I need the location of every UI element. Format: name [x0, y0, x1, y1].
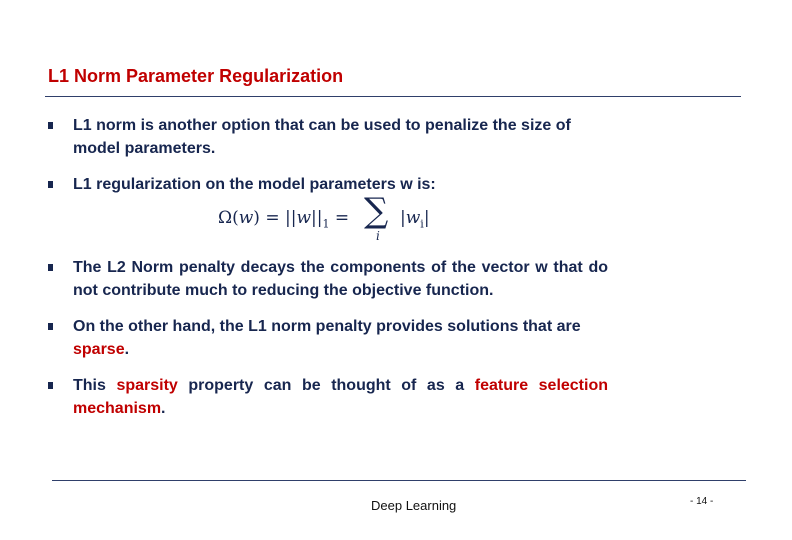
formula-eq: = — [329, 208, 350, 228]
formula-subscript: 1 — [322, 217, 330, 231]
highlight-term: sparsity — [116, 377, 178, 394]
formula-omega: Ω( — [218, 208, 239, 228]
bullet-marker — [48, 122, 53, 129]
title-divider — [45, 96, 741, 97]
formula-norm-bars: || — [311, 208, 323, 228]
bullet-item — [48, 114, 608, 160]
bullet-text: This — [73, 377, 117, 394]
formula-var: w — [238, 208, 254, 228]
slide-title: L1 Norm Parameter Regularization — [48, 66, 344, 86]
bullet-item — [48, 374, 608, 420]
formula-abs: | — [400, 208, 406, 228]
highlight-term: feature selection mechanism — [73, 377, 608, 417]
bullet-list — [48, 114, 608, 420]
bullet-text: . — [124, 341, 130, 358]
bullet-item — [48, 173, 608, 196]
formula-var: w — [405, 208, 421, 228]
bullet-text: L1 norm is another option that can be used to penalize the size of model parameters. — [73, 117, 571, 157]
bullet-item — [48, 315, 608, 361]
highlight-term: sparse — [73, 341, 125, 358]
formula-rhs — [400, 208, 430, 230]
bullet-text: On the other hand, the L1 norm penalty provides solutions that are — [73, 318, 581, 335]
formula-lhs — [218, 208, 349, 230]
bullet-marker — [48, 382, 53, 389]
bullet-marker — [48, 264, 53, 271]
footer-course-title: Deep Learning — [371, 498, 457, 513]
bullet-text: The L2 Norm penalty decays the components of the vector w that do not contribute much to reducing the objective function. — [73, 259, 608, 299]
formula-var: w — [296, 208, 311, 228]
bullet-text: L1 regularization on the model parameters w is: — [73, 176, 436, 193]
summation-sign: ∑ — [364, 191, 389, 231]
formula-abs: | — [423, 208, 430, 228]
l1-formula — [48, 191, 608, 244]
page-number: - 14 - — [690, 496, 714, 507]
footer-divider — [52, 480, 746, 481]
formula-eq: ) = || — [253, 208, 297, 228]
bullet-text: property can be thought of as a — [177, 377, 475, 394]
bullet-marker — [48, 181, 53, 188]
bullet-text: . — [161, 400, 166, 417]
formula-subscript: i — [420, 217, 424, 231]
bullet-marker — [48, 323, 53, 330]
summation-index: i — [376, 229, 380, 243]
bullet-item — [48, 256, 608, 302]
